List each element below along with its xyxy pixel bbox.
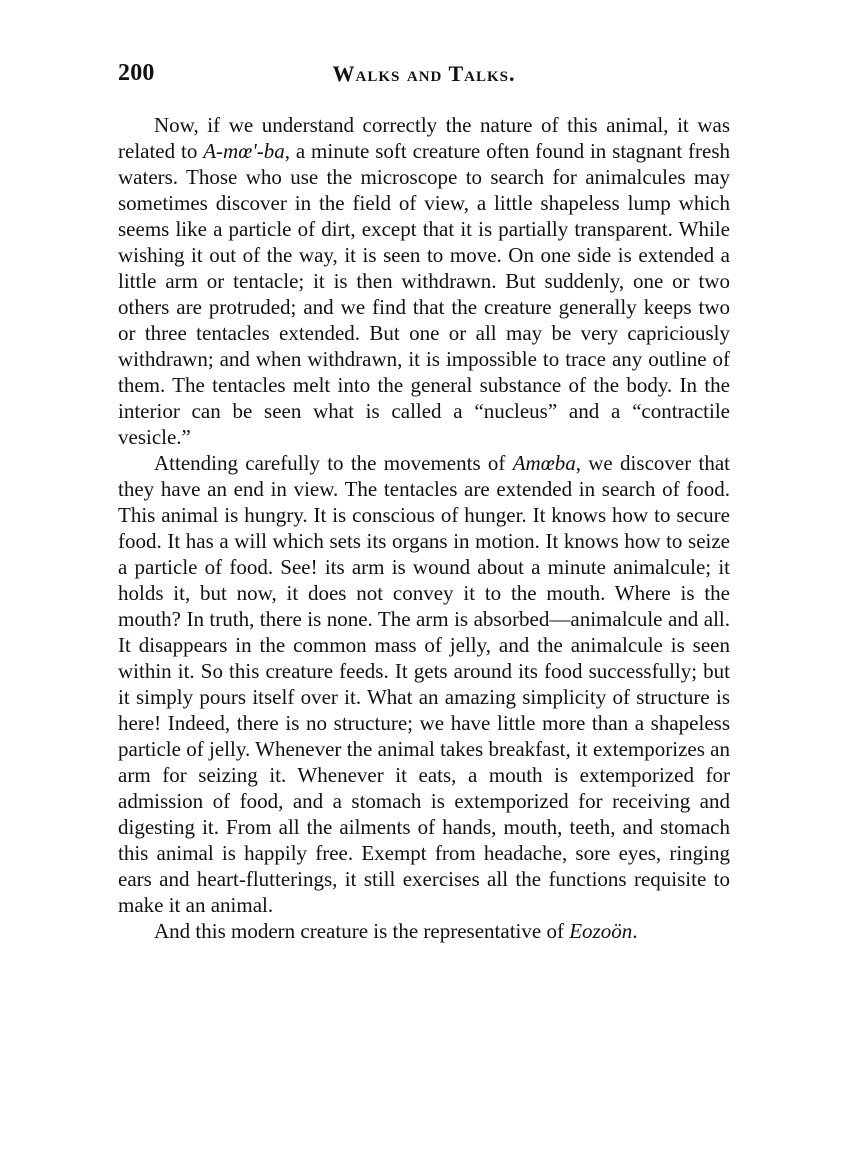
paragraph-2-text-2: , we discover that they have an end in view. The tentacles are extended in search of food. This animal is hungry. It is conscious of hunger. It knows how to secure food. It has a will which sets its organs in motion. It knows how to seize a particle of food. See! its arm is wound about a minute animalcule; it holds it, but now, it does not convey it to the mouth. Where is the mouth? In truth, there is none. The arm is absorbed—animalcule and all. It disappears in the common mass of jelly, and the animalcule is seen within it. So this creature feeds. It gets around its food successfully; but it simply pours itself over it. What an amazing simplicity of structure is here! Indeed, there is no structure; we have little more than a shapeless particle of jelly. Whenever the animal takes breakfast, it extemporizes an arm for seizing it. Whenever it eats, a mouth is extemporized for admission of food, and a stomach is extemporized for receiving and digesting it. From all the ailments of hands, mouth, teeth, and stomach this animal is happily free. Exempt from headache, sore eyes, ringing ears and heart-flutterings, it still exercises all the functions requisite to make it an animal. xyxy=(118,451,730,917)
paragraph-2 xyxy=(118,450,730,918)
paragraph-3-text-1: And this modern creature is the representative of xyxy=(154,919,570,943)
paragraph-2-italic-term: Amœba xyxy=(512,451,576,475)
paragraph-1 xyxy=(118,112,730,450)
paragraph-3-text-2: . xyxy=(632,919,638,943)
running-head: Walks and Talks. xyxy=(332,61,516,86)
body-text xyxy=(118,112,730,944)
paragraph-1-italic-term: A-mœ'-ba xyxy=(203,139,285,163)
paragraph-3-italic-term: Eozoön xyxy=(569,919,633,943)
paragraph-3 xyxy=(118,918,730,944)
paragraph-1-text-1: Now, if we understand correctly the nature of this animal, it was related to xyxy=(118,113,730,163)
paragraph-1-text-2: , a minute soft creature often found in stagnant fresh waters. Those who use the microscope to search for animalcules may sometimes discover in the field of view, a little shapeless lump which seems like a particle of dirt, except that it is partially transparent. While wishing it out of the way, it is seen to move. On one side is extended a little arm or tentacle; it is then withdrawn. But suddenly, one or two others are protruded; and we find that the creature generally keeps two or three tentacles extended. But one or all may be very capriciously withdrawn; and when withdrawn, it is impossible to trace any outline of them. The tentacles melt into the general substance of the body. In the interior can be seen what is called a “nucleus” and a “contractile vesicle.” xyxy=(118,139,731,449)
page-header xyxy=(118,60,730,90)
paragraph-2-text-1: Attending carefully to the movements of xyxy=(154,451,513,475)
page-number: 200 xyxy=(118,60,155,86)
